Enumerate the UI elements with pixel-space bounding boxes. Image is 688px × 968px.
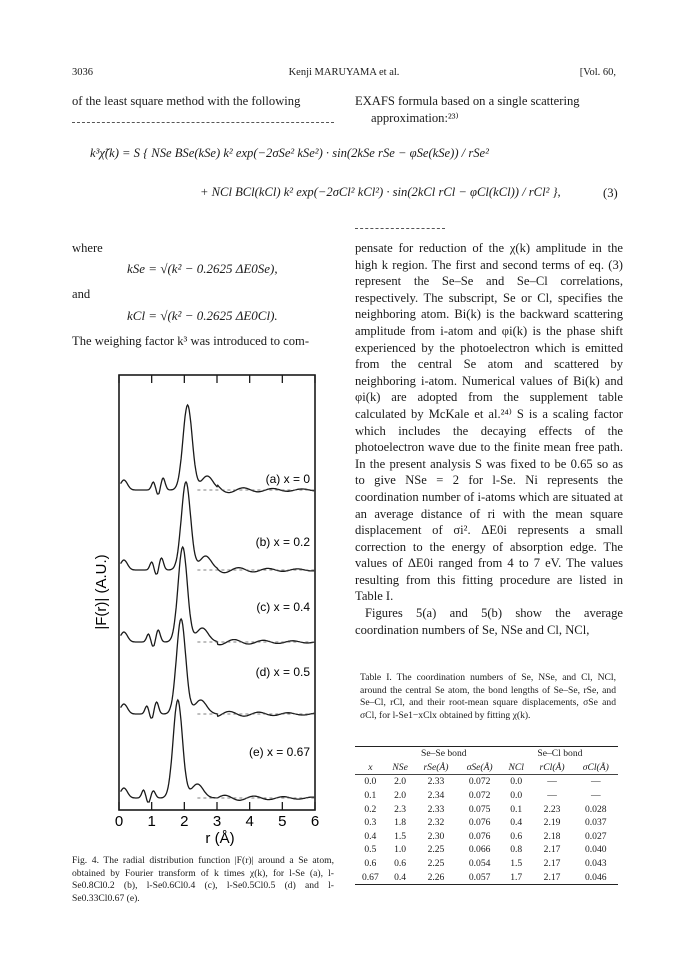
table-caption: Table I. The coordination numbers of Se, NSe, and Cl, NCl, around the central Se atom, the bond lengths of Se–Se, rSe, and Se–Cl, rCl, and their root-mean square displacements, σSe and σCl, for l-Se1−xClx obtained by fitting χ(k). (360, 672, 616, 721)
curve-label: (d) x = 0.5 (255, 665, 310, 679)
table-cell: 2.17 (543, 858, 561, 870)
volume-label: [Vol. 60, (579, 67, 616, 78)
curve-label: (a) x = 0 (265, 472, 310, 486)
curve-label: (c) x = 0.4 (256, 600, 310, 614)
table-cell: 0.076 (468, 817, 491, 829)
right-body (355, 240, 623, 638)
table-cell: 0.072 (468, 790, 491, 802)
paragraph-1: pensate for reduction of the χ(k) amplitude in the high k region. The first and second terms of eq. (3) represent the Se–Se and Se–Cl correlations, respectively. The subscript, Se or Cl, specifies the neighboring atom. Bi(k) is the backward scattering amplitude from i-atom and φi(k) is the phase shift experienced by the photoelectron which is emitted from the central Se atom and scattered by neighboring i-atom. Numerical values of Bi(k) and φi(k) are adopted from the supplement table calculated by McKale et al.²⁴⁾ S is a scaling factor which includes the decaying effects of the photoelectron wave due to the finite mean free path. In the present analysis S was fixed to be 0.65 so as to give NSe = 2 for l-Se. Ni represents the coordination number of i-atoms which are situated at an average distance of ri with the mean square displacement of σi². ΔE0i represents a small correction to the energy of absorption edge. The values of ΔE0i ranged from 4 to 7 eV. The values resulting from this fitting procedure are listed in Table I. (355, 241, 623, 604)
table-row (355, 843, 618, 857)
table-cell: — (590, 790, 601, 802)
table-cell: 0.1 (510, 803, 523, 815)
page-number: 3036 (72, 67, 93, 78)
table-cell: 0.046 (574, 870, 618, 884)
table-cell: 0.6 (364, 858, 377, 870)
table-header-row (355, 761, 618, 775)
x-tick-labels (115, 813, 319, 830)
table-header-cell: NSe (386, 761, 415, 775)
weighing-line: The weighing factor k³ was introduced to com- (72, 334, 310, 348)
group-se-se: Se–Se bond (386, 747, 502, 761)
figure-caption: Fig. 4. The radial distribution function |F(r)| around a Se atom, obtained by Fourier transform of k times χ(k), for l-Se (a), l-Se0.8Cl0.2 (b), l-Se0.6Cl0.4 (c), l-Se0.5Cl0.5 (d) and l-Se0.33Cl0.67 (e). (72, 855, 334, 904)
table-cell: 0.075 (468, 803, 491, 815)
curve-label: (b) x = 0.2 (255, 535, 310, 549)
table-cell: 1.5 (510, 858, 523, 870)
running-author: Kenji MARUYAMA et al. (288, 67, 400, 78)
table-row (355, 775, 618, 789)
curve-label: (e) x = 0.67 (248, 745, 310, 759)
table-header-cell: σSe(Å) (457, 761, 501, 775)
table-header-cell: rSe(Å) (415, 761, 458, 775)
table-cell: 2.34 (427, 790, 445, 802)
table-cell: 2.3 (394, 803, 407, 815)
table-row (355, 816, 618, 830)
table-cell: 2.32 (427, 817, 445, 829)
right-top-line: EXAFS formula based on a single scattering (355, 94, 580, 108)
x-tick-label: 4 (245, 813, 254, 830)
curve-labels (249, 472, 310, 759)
table-cell: 2.23 (543, 803, 561, 815)
table-cell: — (590, 776, 601, 788)
table-cell: 2.25 (427, 844, 445, 856)
eq-kcl: kCl = √(k² − 0.2625 ΔE0Cl). (127, 308, 278, 323)
eq-kse: kSe = √(k² − 0.2625 ΔE0Se), (127, 261, 278, 276)
table-cell: 0.066 (468, 844, 491, 856)
table-cell: 2.18 (543, 830, 561, 842)
table-cell: 1.8 (394, 817, 407, 829)
table-cell: 0.8 (510, 844, 523, 856)
table-cell: 2.19 (543, 817, 561, 829)
table-cell: — (547, 776, 557, 788)
paragraph-2: Figures 5(a) and 5(b) show the average coordination numbers of Se, NSe and Cl, NCl, (355, 606, 623, 637)
table-header-cell: NCl (502, 761, 531, 775)
table-row (355, 830, 618, 844)
table-cell: 0.4 (510, 817, 523, 829)
x-tick-label: 2 (180, 813, 189, 830)
equation-number: (3) (603, 186, 618, 200)
table-cell: 2.33 (427, 803, 445, 815)
table-cell: 0.4 (386, 870, 415, 884)
equation-rule (355, 228, 445, 229)
table-cell: 0.0 (364, 776, 377, 788)
table-cell: 2.25 (427, 858, 445, 870)
table-cell: 2.26 (415, 870, 458, 884)
figure-4 (72, 370, 340, 848)
table-cell: 0.028 (584, 803, 607, 815)
rdf-curve (121, 547, 315, 646)
x-tick-label: 6 (310, 813, 320, 830)
table-cell: 0.076 (468, 830, 491, 842)
table-cell: 0.043 (584, 858, 607, 870)
table-header-cell: σCl(Å) (574, 761, 618, 775)
where-label: where (72, 241, 103, 255)
table-row (355, 857, 618, 871)
x-tick-label: 0 (114, 813, 124, 830)
table-cell: 0.027 (584, 830, 607, 842)
x-axis-label: r (Å) (205, 830, 235, 847)
table-cell: 0.5 (364, 844, 377, 856)
table-cell: 0.6 (394, 858, 407, 870)
table-row (355, 789, 618, 803)
x-tick-label: 1 (147, 813, 156, 830)
table-cell: 1.0 (394, 844, 407, 856)
table-cell: 2.17 (531, 870, 574, 884)
table-cell: 0.3 (364, 817, 377, 829)
table-row (355, 870, 618, 884)
x-tick-label: 5 (278, 813, 287, 830)
separator-dash (72, 122, 334, 123)
equation-line-2: + NCl BCl(kCl) k² exp(−2σCl² kCl²) · sin(2kCl rCl − φCl(kCl)) / rCl² }, (200, 185, 561, 199)
equation-line-1: k³χ̃(k) = S { NSe BSe(kSe) k² exp(−2σSe² kSe²) · sin(2kSe rSe − φSe(kSe)) / rSe² (90, 146, 489, 160)
data-table (355, 746, 618, 885)
right-top-line-2: approximation:²³⁾ (371, 111, 459, 125)
and-label: and (72, 287, 91, 301)
table-cell: 2.33 (427, 776, 445, 788)
rdf-curve (121, 482, 315, 574)
table-cell: 0.072 (468, 776, 491, 788)
table-cell: 0.054 (468, 858, 491, 870)
table-cell: 0.037 (584, 817, 607, 829)
table-cell: 2.0 (394, 790, 407, 802)
table-header-cell: rCl(Å) (531, 761, 574, 775)
table-cell: 1.7 (502, 870, 531, 884)
table-cell: 1.5 (394, 830, 407, 842)
table-row (355, 802, 618, 816)
table-header-cell: x (355, 761, 386, 775)
group-se-cl: Se–Cl bond (502, 747, 618, 761)
table-cell: 0.1 (364, 790, 377, 802)
table-cell: 2.17 (543, 844, 561, 856)
table-cell: 2.30 (427, 830, 445, 842)
table-cell: — (547, 790, 557, 802)
table-cell: 0.0 (510, 776, 523, 788)
table-cell: 0.4 (364, 830, 377, 842)
left-top-line: of the least square method with the following (72, 94, 301, 108)
table-cell: 0.040 (584, 844, 607, 856)
table-1 (355, 746, 618, 885)
table-cell: 0.2 (364, 803, 377, 815)
table-cell: 0.057 (457, 870, 501, 884)
table-cell: 0.67 (355, 870, 386, 884)
rdf-plot (72, 370, 340, 848)
table-cell: 0.6 (510, 830, 523, 842)
table-cell: 0.0 (510, 790, 523, 802)
table-cell: 2.0 (394, 776, 407, 788)
y-axis-label: |F(r)| (A.U.) (93, 554, 110, 630)
x-tick-label: 3 (212, 813, 222, 830)
